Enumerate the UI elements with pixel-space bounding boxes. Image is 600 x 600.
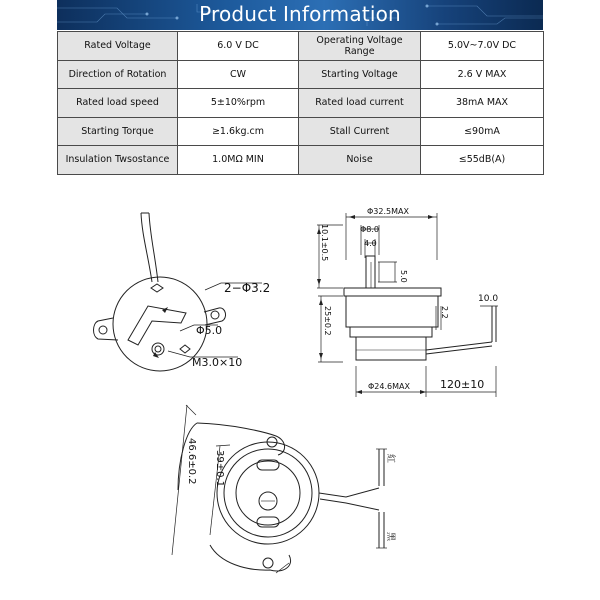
body-height-label: 25±0.2	[323, 306, 332, 336]
spec-value: ≤55dB(A)	[421, 146, 544, 175]
shaft-diameter-label: Φ8.0	[360, 225, 380, 234]
spec-label: Noise	[299, 146, 421, 175]
flat-length-label: 5.0	[399, 270, 408, 283]
spec-label: Rated load current	[299, 89, 421, 118]
spec-value: ≥1.6kg.cm	[178, 117, 299, 146]
table-row	[58, 60, 544, 89]
page-title: Product Information	[199, 2, 401, 26]
spec-label: Starting Voltage	[299, 60, 421, 89]
lead-length-label: 120±10	[440, 378, 485, 391]
spec-value: 6.0 V DC	[178, 32, 299, 61]
flat-width-label: 4.0	[364, 239, 377, 248]
banner	[57, 0, 543, 30]
screw-label: M3.0×10	[192, 356, 243, 369]
bottom-diameter-label: Φ24.6MAX	[368, 382, 410, 391]
spec-value: 1.0MΩ MIN	[178, 146, 299, 175]
table-row	[58, 32, 544, 61]
table-row	[58, 89, 544, 118]
flange-label: 2.2	[440, 306, 449, 319]
table-row	[58, 117, 544, 146]
bottom-view-drawing	[172, 405, 387, 573]
spec-label: Insulation Twsostance	[58, 146, 178, 175]
shaft-diameter-label: Φ5.0	[196, 324, 223, 337]
technical-drawings	[0, 195, 600, 600]
spec-label: Direction of Rotation	[58, 60, 178, 89]
spec-value: 38mA MAX	[421, 89, 544, 118]
spec-label: Stall Current	[299, 117, 421, 146]
spec-value: CW	[178, 60, 299, 89]
spec-value: 2.6 V MAX	[421, 60, 544, 89]
wire-label-black: 黑	[385, 532, 395, 542]
side-view-drawing	[317, 213, 498, 397]
spec-table	[57, 31, 544, 175]
hole-callout-label: 2−Φ3.2	[224, 281, 271, 295]
shaft-height-label: 10.1±0.5	[320, 224, 329, 262]
spec-value: ≤90mA	[421, 117, 544, 146]
spec-value: 5.0V~7.0V DC	[421, 32, 544, 61]
lead-bend-label: 10.0	[478, 294, 499, 304]
hole-pitch-label: 39±0.1	[214, 450, 225, 488]
spec-label: Rated load speed	[58, 89, 178, 118]
top-diameter-label: Φ32.5MAX	[367, 207, 409, 216]
table-row	[58, 146, 544, 175]
spec-label: Rated Voltage	[58, 32, 178, 61]
spec-label: Operating Voltage Range	[299, 32, 421, 61]
spec-label: Starting Torque	[58, 117, 178, 146]
wire-label-red: 紅	[385, 454, 395, 464]
outer-length-label: 46.6±0.2	[186, 438, 197, 485]
spec-value: 5±10%rpm	[178, 89, 299, 118]
